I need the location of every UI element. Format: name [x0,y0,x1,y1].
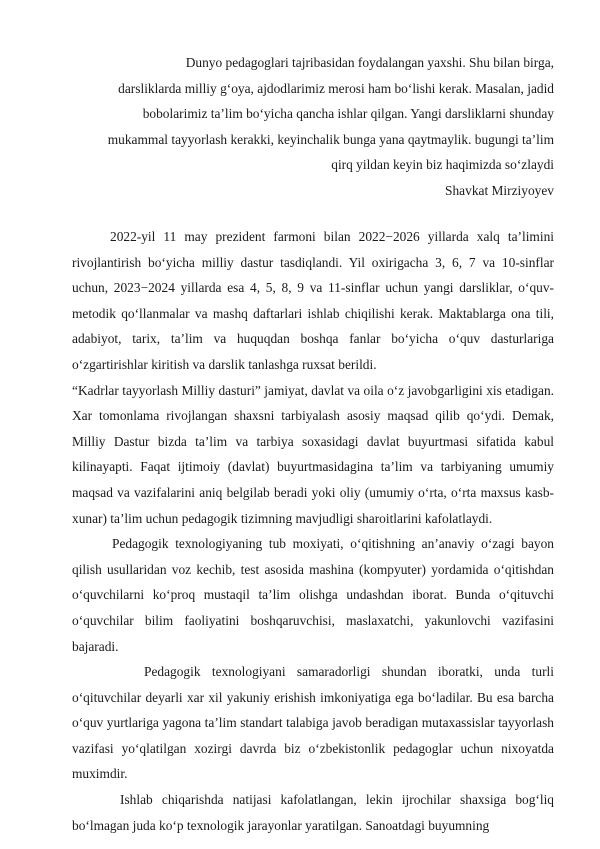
epigraph [60,50,554,204]
epigraph-line: qirq yildan keyin biz haqimizda so‘zlaydi [331,157,554,173]
epigraph-line: mukammal tayyorlash kerakki, keyinchalik bunga yana qaytmaylik. bugungi ta’lim [107,131,554,147]
epigraph-line: bobolarimiz ta’lim bo‘yicha qancha ishlar qilgan. Yangi darsliklarni shunday [142,106,554,122]
epigraph-author: Shavkat Mirziyoyev [445,182,554,198]
paragraph: Ishlab chiqarishda natijasi kafolatlangan, lekin ijrochilar shaxsiga bog‘liq bo‘lmagan juda ko‘p texnologik jarayonlar yaratilgan. Sanoatdagi buyumning [72,792,554,833]
epigraph-line: darsliklarda milliy g‘oya, ajdodlarimiz merosi ham bo‘lishi kerak. Masalan, jadid [118,80,554,96]
paragraph: “Kadrlar tayyorlash Milliy dasturi” jamiyat, davlat va oila o‘z javobgarligini xis etadigan. Xar tomonlama rivojlangan shaxsni tarbiyalash asosiy maqsad qilib qo‘ydi. Demak, Milliy Dastur bizda ta’lim va tarbiya soxasidagi davlat buyurtmasi sifatida kabul kilinayapti. Faqat ijtimoiy (davlat) buyurtmasidagina ta’lim va tarbiyaning umumiy maqsad va vazifalarini aniq belgilab beradi yoki oliy (umumiy o‘rta, o‘rta maxsus kasb-xunar) ta’lim uchun pedagogik tizimning mavjudligi sharoitlarini kafolatlaydi. [72,382,554,526]
epigraph-line: Dunyo pedagoglari tajribasidan foydalangan yaxshi. Shu bilan birga, [185,55,554,70]
paragraph: 2022-yil 11 may prezident farmoni bilan 2022−2026 yillarda xalq ta’limini rivojlantirish bo‘yicha milliy dastur tasdiqlandi. Yil oxirigacha 3, 6, 7 va 10-sinflar uchun, 2023−2024 yillarda esa 4, 5, 8, 9 va 11-sinflar uchun yangi darsliklar, o‘quv-metodik qo‘llanmalar va mashq daftarlari ishlab chiqilishi kerak. Maktablarga ona tili, adabiyot, tarix, ta’lim va huquqdan boshqa fanlar bo‘yicha o‘quv dasturlariga o‘zgartirishlar kiritish va darslik tanlashga ruxsat berildi. [72,229,554,372]
paragraph: Pedagogik texnologiyaning tub moxiyati, o‘qitishning an’anaviy o‘zagi bayon qilish usullaridan voz kechib, test asosida mashina (kompyuter) yordamida o‘qitishdan o‘quvchilarni ko‘proq mustaqil ta’lim olishga undashdan iborat. Bunda o‘qituvchi o‘quvchilar bilim faoliyatini boshqaruvchisi, maslaxatchi, yakunlovchi vazifasini bajaradi. [72,536,554,654]
paragraph: Pedagogik texnologiyani samaradorligi shundan iboratki, unda turli o‘qituvchilar deyarli xar xil yakuniy erishish imkoniyatiga ega bo‘ladilar. Bu esa barcha o‘quv yurtlariga yagona ta’lim standart talabiga javob beradigan mutaxassislar tayyorlash vazifasi yo‘qlatilgan xozirgi davrda biz o‘zbekistonlik pedagoglar uchun nixoyatda muximdir. [72,664,554,782]
body-text [72,224,554,838]
